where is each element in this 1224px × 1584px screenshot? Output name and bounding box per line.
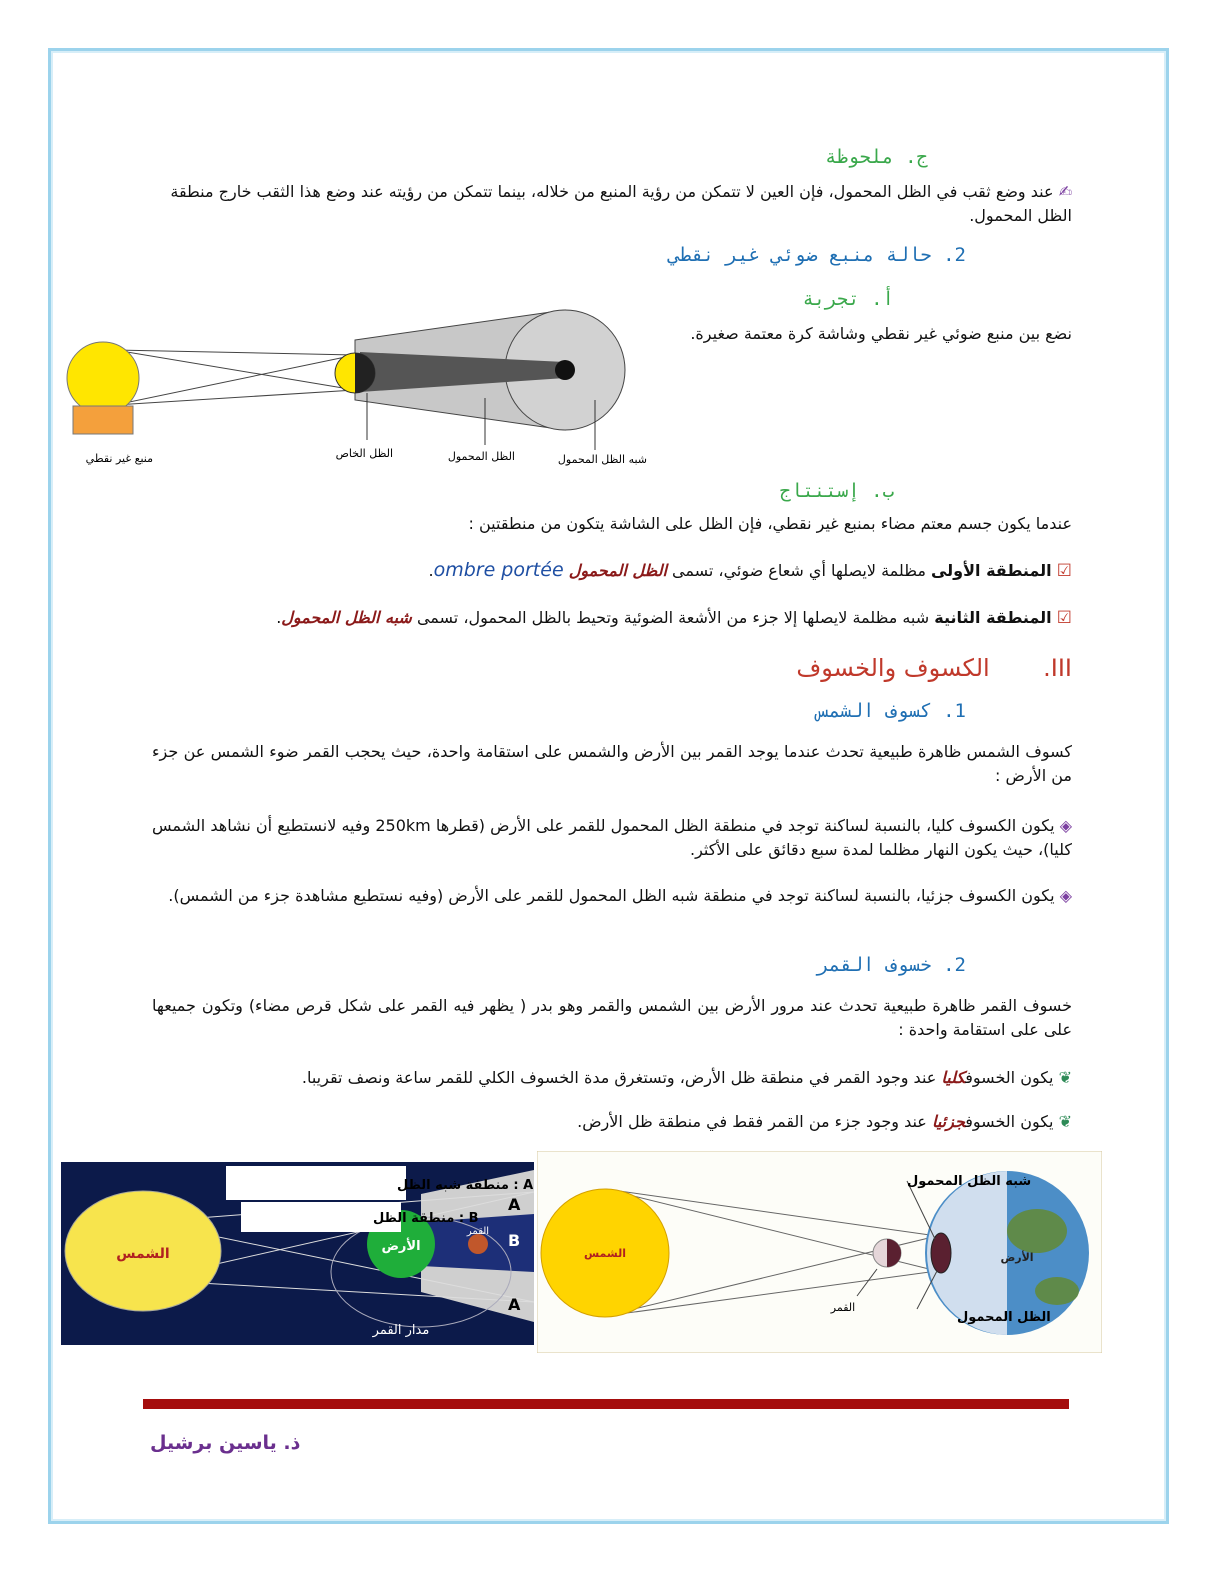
leaf-icon: ❦ xyxy=(1058,1112,1072,1131)
conclusion-text: عندما يكون جسم معتم مضاء بمنبع غير نقطي، فإن الظل على الشاشة يتكون من منطقتين : xyxy=(468,514,1072,533)
observation-heading: ج. ملحوظة xyxy=(825,146,928,168)
diamond-icon: ◈ xyxy=(1059,886,1072,905)
umbra-label: الظل المحمول xyxy=(957,1310,1051,1325)
moon-label: القمر xyxy=(466,1226,490,1237)
penumbra-label: شبه الظل المحمول xyxy=(907,1174,1032,1189)
experiment-heading: أ. تجربة xyxy=(802,288,894,310)
zone1-text: مظلمة لايصلها أي شعاع ضوئي، تسمى xyxy=(672,561,926,580)
zone-b-label: B xyxy=(508,1231,521,1250)
zone2-end: . xyxy=(276,608,282,627)
label-own-shadow: الظل الخاص xyxy=(335,447,393,460)
author-signature: ذ. ياسين برشيل xyxy=(150,1432,301,1454)
checkbox-icon: ☑ xyxy=(1056,561,1072,581)
lunar-bullet2: ❦ يكون الخسوفجزئيا عند وجود جزء من القمر فقط في منطقة ظل الأرض. xyxy=(577,1112,1072,1131)
label-penumbra: شبه الظل المحمول xyxy=(557,453,647,466)
solar-eclipse-figure xyxy=(537,1151,1102,1353)
leaf-icon: ❦ xyxy=(1058,1068,1072,1087)
label-cast-shadow: الظل المحمول xyxy=(447,450,515,463)
lunar-eclipse-figure xyxy=(61,1162,534,1345)
sun-label: الشمس xyxy=(583,1247,627,1260)
moon-body xyxy=(468,1234,488,1254)
penumbra-figure xyxy=(55,300,675,480)
zone1-title: المنطقة الأولى xyxy=(930,561,1052,580)
orbit-label: مدار القمر xyxy=(372,1323,430,1338)
solar-bullet1: ◈ يكون الكسوف كليا، بالنسبة لساكنة توجد في منطقة الظل المحمول للقمر على الأرض (قطرها 250km وفيه لانستطيع أن نشاهد الشمس كليا)، حيث يكون النهار مظلما لمدة سبع دقائق على الأكثر. xyxy=(152,816,1073,859)
light-source-base xyxy=(73,406,133,434)
earth-label: الأرض xyxy=(1000,1251,1034,1264)
section3-heading xyxy=(796,654,1072,682)
observation-paragraph xyxy=(152,180,1072,228)
zone2-title: المنطقة الثانية xyxy=(934,608,1052,627)
diamond-icon: ◈ xyxy=(1059,816,1073,835)
umbra-spot xyxy=(931,1233,951,1273)
earth-label: الأرض xyxy=(381,1239,421,1254)
footer-rule xyxy=(143,1399,1069,1409)
solar-bullet2: ◈ يكون الكسوف جزئيا، بالنسبة لساكنة توجد في منطقة شبه الظل المحمول للقمر على الأرض (وفيه نستطيع مشاهدة جزء من الشمس). xyxy=(168,886,1072,905)
moon-label: القمر xyxy=(830,1301,856,1314)
zone1-french: ombre portée xyxy=(433,559,564,581)
pencil-icon: ✍ xyxy=(1058,182,1072,201)
zone1-end: . xyxy=(428,561,434,580)
section3-number: III. xyxy=(1043,654,1072,682)
conclusion-heading: ب. إستنتاج xyxy=(779,480,894,502)
umbra-spot xyxy=(555,360,575,380)
legend-a-box xyxy=(226,1166,406,1200)
sun-label: الشمس xyxy=(116,1246,170,1262)
legend-b: B : منطقة الظل xyxy=(373,1211,479,1226)
section2-heading: 2. حالة منبع ضوئي غير نقطي xyxy=(668,244,966,266)
light-source-sun xyxy=(67,342,139,414)
lunar-heading: 2. خسوف القمر xyxy=(817,954,966,976)
solar-heading: 1. كسوف الشمس xyxy=(817,700,966,722)
label-source: منبع غير نقطي xyxy=(85,452,153,465)
solar-text: كسوف الشمس ظاهرة طبيعية تحدث عندما يوجد القمر بين الأرض والشمس على استقامة واحدة، حيث يحجب القمر ضوء الشمس عن جزء من الأرض : xyxy=(152,742,1072,785)
lunar-text: خسوف القمر ظاهرة طبيعية تحدث عند مرور الأرض بين الشمس والقمر وهو بدر ( يظهر فيه القمر على شكل قرص مضاء) وتكون جميعها على على استقامة واحدة : xyxy=(152,996,1072,1039)
observation-text: عند وضع ثقب في الظل المحمول، فإن العين لا تتمكن من رؤية المنبع من خلاله، بينما تتمكن من رؤيته عند وضع هذا الثقب خارج منطقة الظل المحمول. xyxy=(170,182,1072,225)
zone2-text: شبه مظلمة لايصلها إلا جزء من الأشعة الضوئية وتحيط بالظل المحمول، تسمى xyxy=(416,608,930,627)
zone-a-bottom-label: A xyxy=(508,1295,521,1314)
legend-a: A : منطقة شبه الظل xyxy=(397,1178,534,1193)
zone-a-top-label: A xyxy=(508,1195,521,1214)
zone2-name: شبه الظل المحمول xyxy=(281,608,412,627)
zone1-line xyxy=(152,558,1072,583)
checkbox-icon: ☑ xyxy=(1056,608,1072,628)
zone1-name: الظل المحمول xyxy=(568,561,667,580)
experiment-text: نضع بين منبع ضوئي غير نقطي وشاشة كرة معتمة صغيرة. xyxy=(690,324,1072,343)
zone2-line xyxy=(152,606,1072,630)
section3-title: الكسوف والخسوف xyxy=(796,654,990,682)
lunar-bullet1: ❦ يكون الخسوفكليا عند وجود القمر في منطقة ظل الأرض، وتستغرق مدة الخسوف الكلي للقمر ساعة ونصف تقريبا. xyxy=(301,1068,1072,1087)
